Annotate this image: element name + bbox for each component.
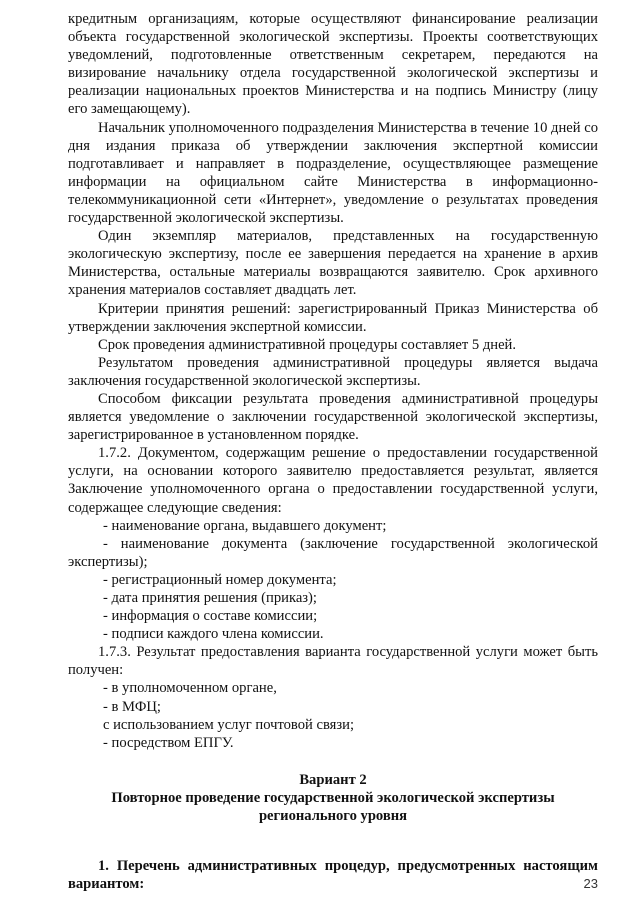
paragraph: 1.7.2. Документом, содержащим решение о предоставлении государственной услуги, на основании которого заявителю предоставляется результат, является Заключение уполномоченного органа о предоставлении государственной услуги, содержащее следующие сведения:	[68, 445, 598, 516]
paragraph: Начальник уполномоченного подразделения Министерства в течение 10 дней со дня издания приказа об утверждении заключения экспертной комиссии подготавливает и направляет в подразделение, осуществляющее размещение информации на официальном сайте Министерства в информационно-телекоммуникационной сети «Интернет», уведомление о результатах проведения государственной экологической экспертизы.	[68, 119, 598, 227]
paragraph: Результатом проведения административной процедуры является выдача заключения государственной экологической экспертизы.	[68, 354, 598, 389]
paragraph: Один экземпляр материалов, представленных на государственную экологическую экспертизу, после ее завершения передается на хранение в архив Министерства, остальные материалы возвращаются заявителю. Срок архивного хранения материалов составляет двадцать лет.	[68, 228, 598, 299]
page-body	[68, 10, 598, 893]
paragraph: 1.7.3. Результат предоставления варианта государственной услуги может быть получен:	[68, 644, 598, 679]
paragraph: Критерии принятия решений: зарегистрированный Приказ Министерства об утверждении заключения экспертной комиссии.	[68, 300, 598, 335]
variant-subtitle: Повторное проведение государственной экологической экспертизы регионального уровня	[111, 789, 555, 825]
list-item: - информация о составе комиссии;	[103, 608, 318, 625]
list-item: - наименование документа (заключение государственной экологической экспертизы);	[68, 535, 598, 570]
page-number: 23	[583, 876, 598, 891]
list-item: - дата принятия решения (приказ);	[103, 590, 317, 606]
paragraph: Способом фиксации результата проведения административной процедуры является уведомление о заключении государственной экологической экспертизы, зарегистрированное в установленном порядке.	[68, 390, 598, 444]
paragraph: Срок проведения административной процедуры составляет 5 дней.	[98, 336, 517, 353]
variant-title: Вариант 2	[299, 771, 367, 788]
list-item: с использованием услуг почтовой связи;	[103, 716, 355, 733]
section-heading: 1. Перечень административных процедур, предусмотренных настоящим вариантом:	[68, 858, 598, 893]
list-item: - наименование органа, выдавшего документ;	[103, 517, 387, 534]
paragraph: кредитным организациям, которые осуществляют финансирование реализации объекта государственной экологической экспертизы. Проекты соответствующих уведомлений, подготовленные ответственным секретарем, передаются на визирование начальнику отдела государственной экологической экспертизы и реализации национальных проектов Министерства и на подпись Министру (лицу его замещающему).	[68, 11, 598, 118]
list-item: - в уполномоченном органе,	[103, 680, 277, 697]
list-item: - подписи каждого члена комиссии.	[103, 626, 324, 643]
list-item: - регистрационный номер документа;	[103, 571, 337, 588]
list-item: - посредством ЕПГУ.	[103, 734, 234, 751]
list-item: - в МФЦ;	[103, 698, 161, 715]
